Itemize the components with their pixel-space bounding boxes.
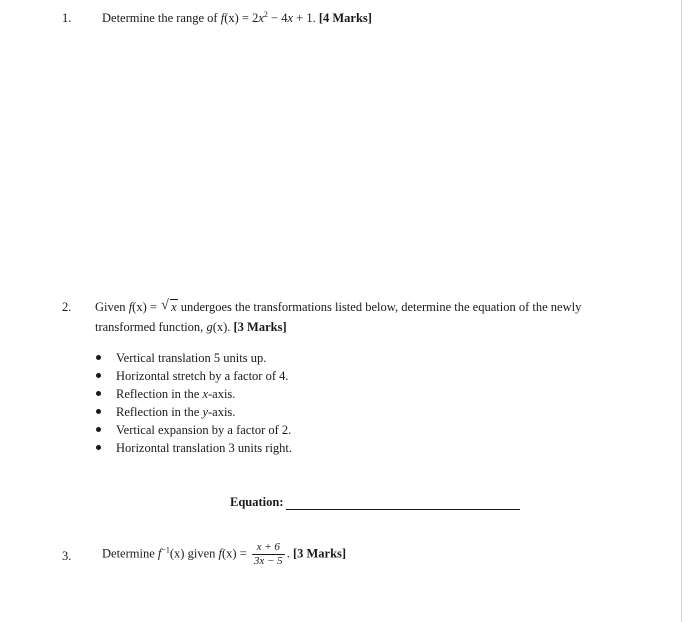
question-3-lead: Determine [102,546,158,561]
question-2-line2-lead: transformed function, [95,320,207,334]
q1-func-arg: (x) [224,11,239,25]
list-item-text: Horizontal translation 3 units right. [116,441,293,455]
q3-inverse-exponent: −1 [161,545,170,555]
q1-rhs-b: − 4 [267,11,288,25]
list-item-text: Reflection in the [116,387,203,401]
question-3-number: 3. [62,549,72,563]
q2-eq: = [146,300,161,314]
list-item [96,385,292,403]
q2-sqrt [161,300,178,315]
question-2-marks: [3 Marks] [233,320,287,334]
q2-radicand: x [171,300,177,314]
list-item-text-post: -axis. [208,405,236,419]
transformation-list [96,349,292,457]
q3-fraction-numerator: x + 6 [252,541,285,555]
q1-rhs-x: x [258,11,264,25]
list-item [96,421,292,439]
bullet-icon [96,445,101,450]
q3-eq: = [236,546,250,561]
q3-dot: . [286,546,290,561]
equation-answer-line[interactable] [286,509,520,510]
bullet-icon [96,391,101,396]
radical-sign-icon: √ [161,298,169,313]
q2-gfunc-arg: (x) [212,320,228,334]
bullet-icon [96,427,101,432]
list-item-text: Vertical expansion by a factor of 2. [116,423,292,437]
q2-func-arg: (x) [132,300,147,314]
q1-rhs-a: = 2 [238,11,259,25]
bullet-icon [96,373,101,378]
bullet-icon [96,409,101,414]
question-1-marks: [4 Marks] [318,11,372,25]
question-1-text [102,11,372,26]
q2-line2-dot: . [227,320,234,334]
question-1-number: 1. [62,11,72,25]
list-item-text-post: -axis. [208,387,236,401]
list-item-text: Horizontal stretch by a factor of 4. [116,369,289,383]
question-2-line-1 [95,300,581,315]
q3-func-arg: (x) [221,546,237,561]
bullet-icon [96,355,101,360]
list-item [96,439,292,457]
list-item [96,403,292,421]
question-3-marks: [3 Marks] [292,546,347,561]
q3-inverse-arg: (x) [169,546,185,561]
question-2-line-2 [95,320,287,335]
q3-inverse-func: f [157,546,162,561]
q3-fraction-denominator: 3x − 5 [253,555,283,567]
question-2-tail: undergoes the transformations listed below, determine the equation of the newly [177,300,582,314]
equation-label: Equation: [230,495,284,509]
q3-given: given [184,546,219,561]
list-item-var: x [202,387,208,401]
q3-func-name: f [218,546,222,561]
q3-fraction [252,541,285,568]
list-item [96,367,292,385]
question-3-text [102,541,346,568]
q1-func-name: f [220,11,225,25]
list-item-text: Reflection in the [116,405,203,419]
question-2-number: 2. [62,300,72,314]
q1-rhs-x2: x [287,11,294,25]
question-1-lead: Determine the range of [102,11,221,25]
list-item-text: Vertical translation 5 units up. [116,351,267,365]
q2-func-name: f [128,300,133,314]
question-2-lead: Given [95,300,129,314]
list-item [96,349,292,367]
list-item-var: y [202,405,208,419]
q1-exponent: 2 [263,10,268,19]
q2-gfunc-name: g [206,320,213,334]
q1-rhs-c: + 1. [293,11,316,25]
